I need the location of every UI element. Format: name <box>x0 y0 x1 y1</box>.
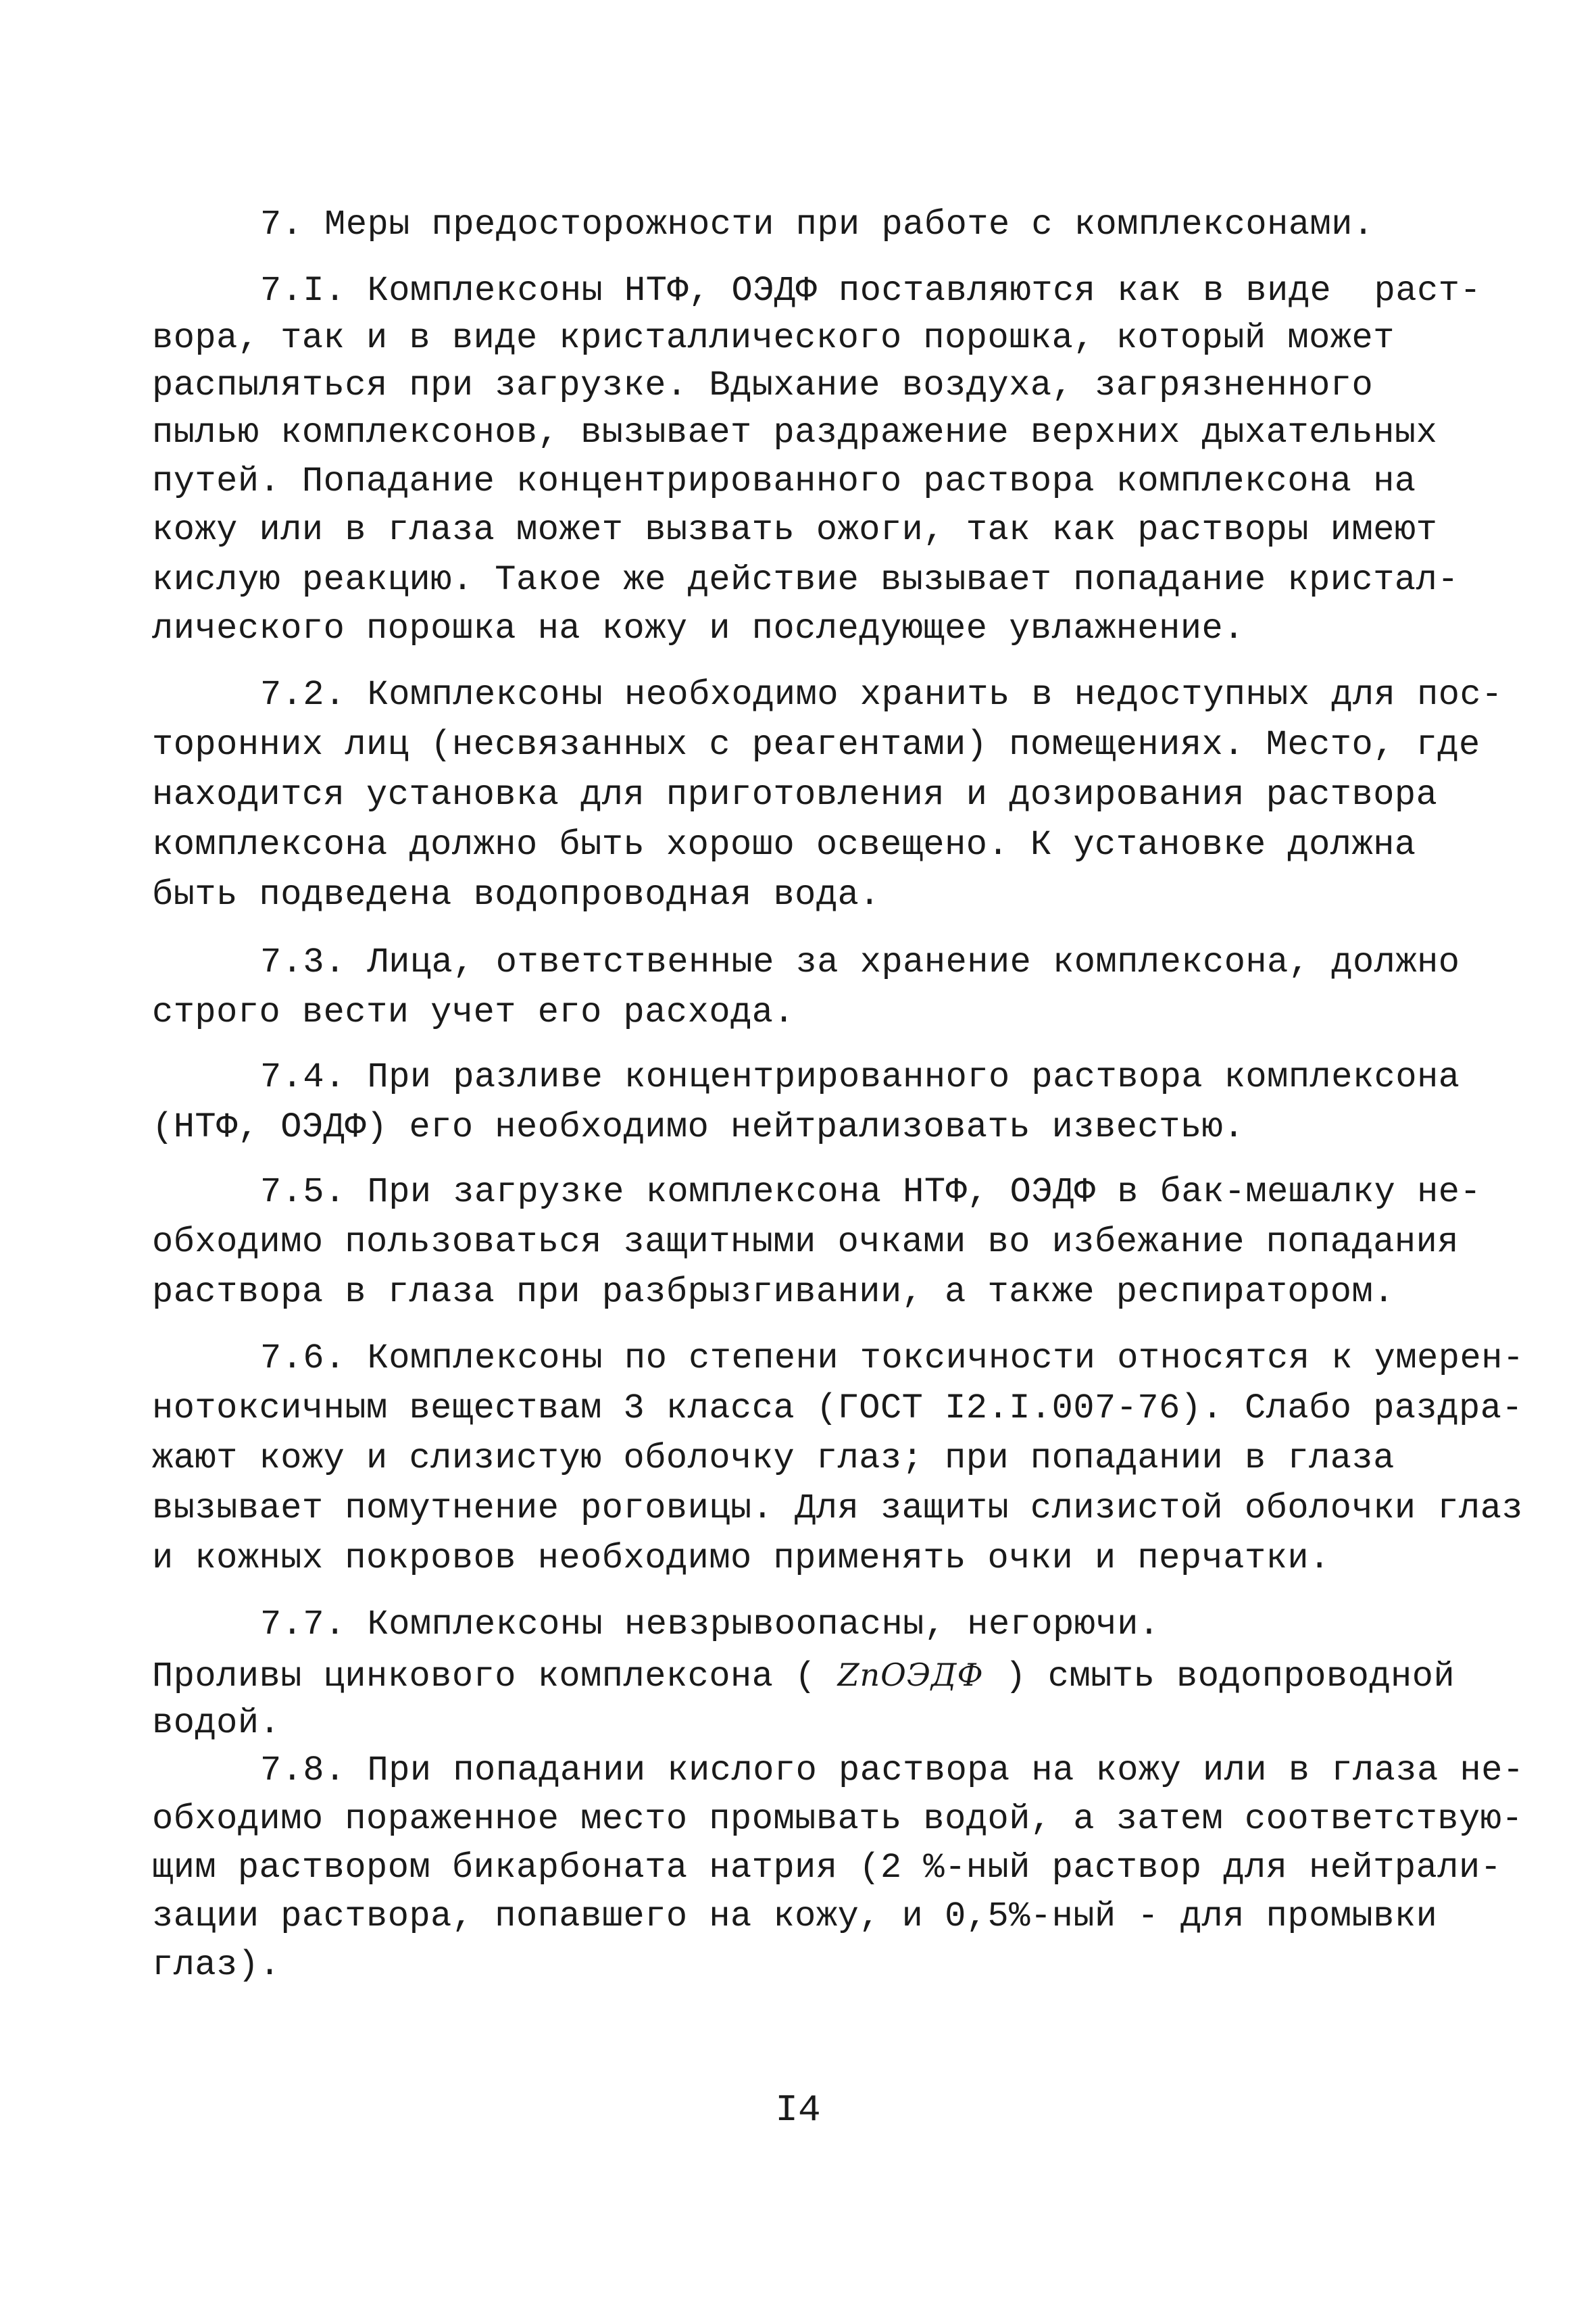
paragraph-7-2-line-2: торонних лиц (несвязанных с реагентами) помещениях. Место, где <box>152 725 1480 765</box>
paragraph-7-1-line-2: вора, так и в виде кристаллического порошка, который может <box>152 318 1395 358</box>
paragraph-7-7-line-2-start: Проливы цинкового комплексона ( <box>152 1657 838 1696</box>
paragraph-7-7-line-2-end: ) смыть водопроводной <box>983 1657 1455 1696</box>
paragraph-7-8-line-4: зации раствора, попавшего на кожу, и 0,5%-ный - для промывки <box>152 1896 1438 1936</box>
paragraph-7-4-line-2: (НТФ, ОЭДФ) его необходимо нейтрализовать известью. <box>152 1107 1245 1147</box>
paragraph-7-6-line-5: и кожных покровов необходимо применять очки и перчатки. <box>152 1538 1330 1578</box>
paragraph-7-1-line-7: кислую реакцию. Такое же действие вызывает попадание кристал- <box>152 560 1460 600</box>
paragraph-7-8-line-1: 7.8. При попадании кислого раствора на кожу или в глаза не- <box>260 1751 1524 1790</box>
paragraph-7-1-line-1: 7.I. Комплексоны НТФ, ОЭДФ поставляются как в виде раст- <box>260 271 1482 311</box>
paragraph-7-5-line-2: обходимо пользоваться защитными очками во избежание попадания <box>152 1222 1460 1262</box>
paragraph-7-2-line-4: комплексона должно быть хорошо освещено. К установке должна <box>152 825 1416 865</box>
paragraph-7-1-line-3: распыляться при загрузке. Вдыхание воздуха, загрязненного <box>152 366 1374 405</box>
paragraph-7-8-line-3: щим раствором бикарбоната натрия (2 %-ный раствор для нейтрали- <box>152 1848 1502 1888</box>
paragraph-7-6-line-2: нотоксичным веществам 3 класса (ГОСТ I2.I.007-76). Слабо раздра- <box>152 1388 1524 1428</box>
paragraph-7-6-line-4: вызывает помутнение роговицы. Для защиты слизистой оболочки глаз <box>152 1488 1524 1528</box>
section-heading: 7. Меры предосторожности при работе с комплексонами. <box>260 205 1374 245</box>
paragraph-7-8-line-2: обходимо пораженное место промывать водой, а затем соответствую- <box>152 1799 1524 1839</box>
paragraph-7-6-line-1: 7.6. Комплексоны по степени токсичности относятся к умерен- <box>260 1338 1524 1378</box>
page-number: I4 <box>775 2088 821 2132</box>
paragraph-7-2-line-3: находится установка для приготовления и дозирования раствора <box>152 775 1438 815</box>
paragraph-7-2-line-5: быть подведена водопроводная вода. <box>152 875 880 915</box>
paragraph-7-1-line-5: путей. Попадание концентрированного раствора комплексона на <box>152 461 1416 501</box>
paragraph-7-1-line-4: пылью комплексонов, вызывает раздражение верхних дыхательных <box>152 413 1438 453</box>
paragraph-7-3-line-2: строго вести учет его расхода. <box>152 992 795 1032</box>
paragraph-7-2-line-1: 7.2. Комплексоны необходимо хранить в недоступных для пос- <box>260 675 1503 715</box>
paragraph-7-1-line-8: лического порошка на кожу и последующее увлажнение. <box>152 609 1245 649</box>
paragraph-7-4-line-1: 7.4. При разливе концентрированного раствора комплексона <box>260 1057 1460 1097</box>
paragraph-7-6-line-3: жают кожу и слизистую оболочку глаз; при попадании в глаза <box>152 1438 1395 1478</box>
paragraph-7-5-line-3: раствора в глаза при разбрызгивании, а также респиратором. <box>152 1272 1395 1312</box>
paragraph-7-1-line-6: кожу или в глаза может вызвать ожоги, так как растворы имеют <box>152 510 1438 550</box>
paragraph-7-3-line-1: 7.3. Лица, ответственные за хранение комплексона, должно <box>260 942 1460 982</box>
paragraph-7-8-line-5: глаз). <box>152 1945 281 1985</box>
paragraph-7-5-line-1: 7.5. При загрузке комплексона НТФ, ОЭДФ в бак-мешалку не- <box>260 1172 1482 1212</box>
paragraph-7-7-line-2 <box>152 1653 1455 1699</box>
handwritten-zinc-complexone: ZnОЭДФ <box>837 1657 984 1693</box>
paragraph-7-7-line-1: 7.7. Комплексоны невзрывоопасны, негорючи. <box>260 1605 1160 1644</box>
paragraph-7-7-line-3: водой. <box>152 1703 281 1743</box>
